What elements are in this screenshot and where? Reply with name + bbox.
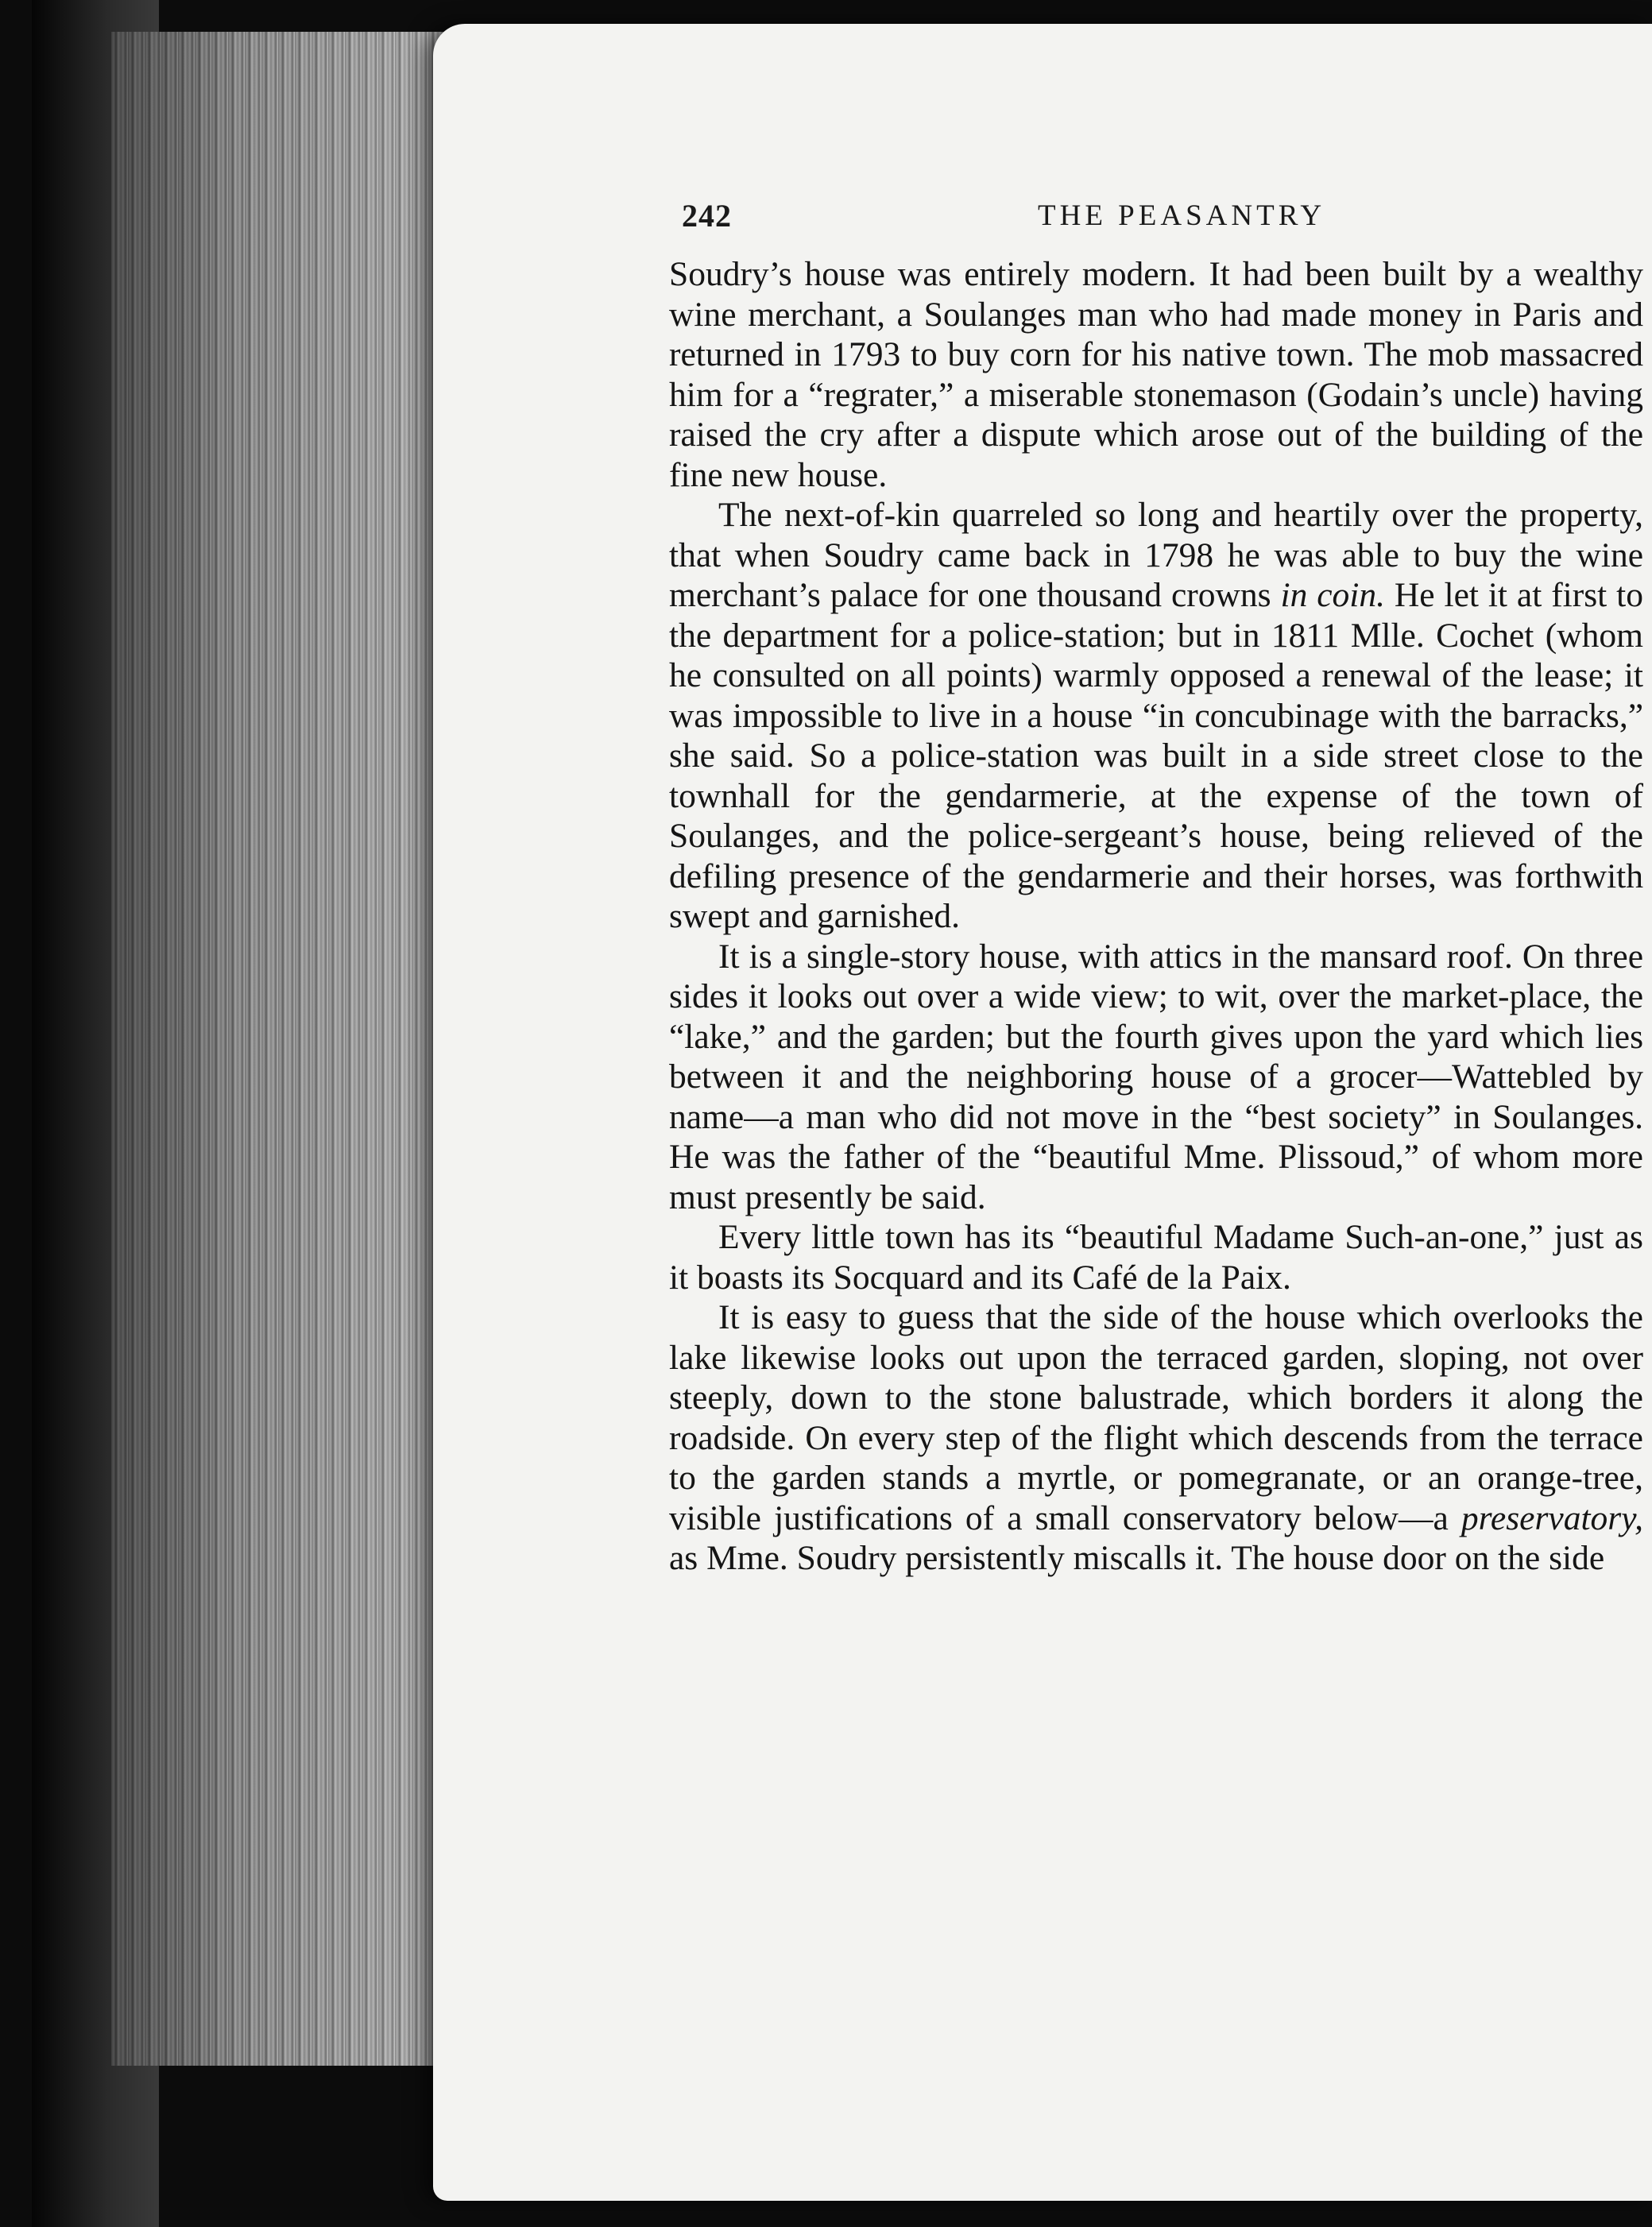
paragraph-3 <box>669 937 1643 1218</box>
paragraph-2 <box>669 495 1643 937</box>
italic-phrase: preservatory, <box>1460 1498 1643 1537</box>
paragraph-text: Every little town has its “beautiful Madame Such-an-one,” just as it boasts its Socquard and its Café de la Paix. <box>669 1218 1643 1297</box>
paragraph-text: It is easy to guess that the side of the house which overlooks the lake likewise looks out upon the terraced garden, sloping, not over steeply, down to the stone balustrade, which borders it along the roadside. On every step of the flight which descends from the terrace to the garden stands a myrtle, or pomegranate, or an orange-tree, visible justifications of a small conservatory below—a <box>669 1298 1643 1537</box>
page-number: 242 <box>682 198 732 234</box>
paragraph-text: He let it at first to the department for a police-station; but in 1811 Mlle. Cochet (whom he consulted on all points) warmly opposed a renewal of the lease; it was impossible to live in a house “in concubinage with the barracks,” she said. So a police-station was built in a side street close to the townhall for the gendarmerie, at the expense of the town of Soulanges, and the police-sergeant’s house, being relieved of the defiling presence of the gendarmerie and their horses, was forthwith swept and garnished. <box>669 576 1643 935</box>
paragraph-text: The next-of-kin quarreled so long and heartily over the property, that when Soudry came back in 1798 he was able to buy the wine merchant’s palace for one thousand crowns <box>669 496 1643 614</box>
paragraph-text: Soudry’s house was entirely modern. It had been built by a wealthy wine merchant, a Soulanges man who had made money in Paris and returned in 1793 to buy corn for his native town. The mob massacred him for a “regrater,” a miserable stonemason (Godain’s uncle) having raised the cry after a dispute which arose out of the building of the fine new house. <box>669 255 1643 494</box>
paragraph-4 <box>669 1217 1643 1297</box>
paragraph-text: It is a single-story house, with attics in the mansard roof. On three sides it looks out over a wide view; to wit, over the market-place, the “lake,” and the garden; but the fourth gives upon the yard which lies between it and the neighboring house of a grocer—Wattebled by name—a man who did not move in the “best society” in Soulanges. He was the father of the “beautiful Mme. Plissoud,” of whom more must presently be said. <box>669 937 1643 1216</box>
running-head <box>682 197 1635 245</box>
body-text <box>669 254 1643 1579</box>
paragraph-text: as Mme. Soudry persistently miscalls it. The house door on the side <box>669 1539 1605 1577</box>
italic-phrase: in coin. <box>1280 576 1385 614</box>
paragraph-5 <box>669 1297 1643 1579</box>
running-title: THE PEASANTRY <box>1038 199 1326 232</box>
page-stack-edge <box>111 32 445 2066</box>
paragraph-1 <box>669 254 1643 495</box>
